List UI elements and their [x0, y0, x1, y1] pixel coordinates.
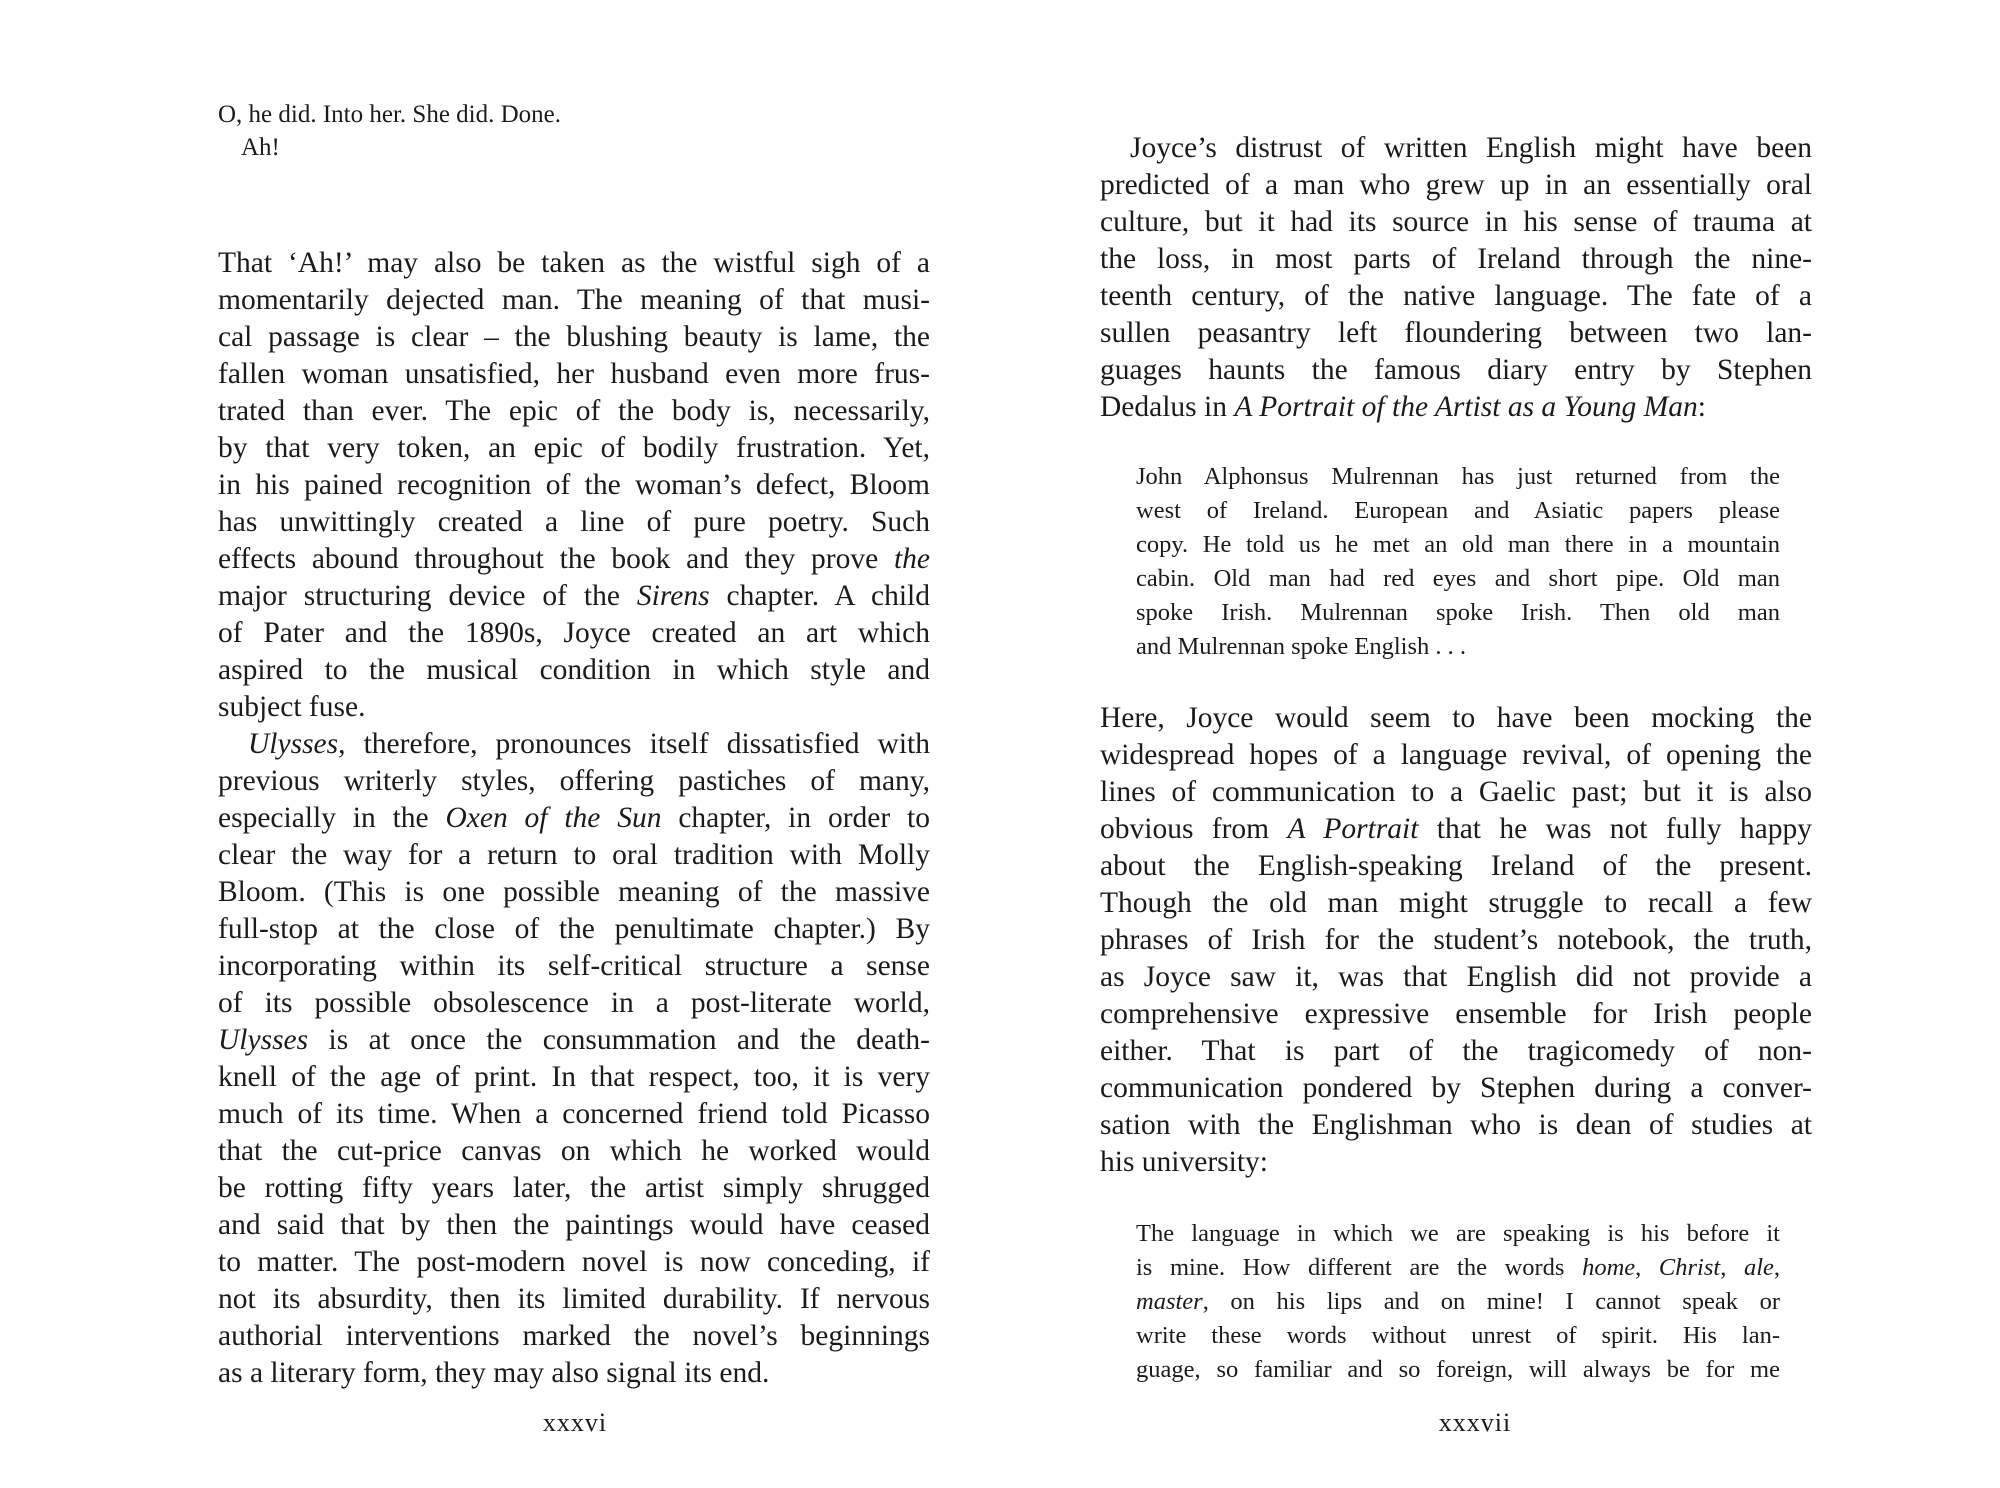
text-line: by that very token, an epic of bodily frustration. Yet, — [218, 432, 930, 464]
text-line: culture, but it had its source in his sense of trauma at — [1100, 206, 1812, 238]
text-line: teenth century, of the native language. The fate of a — [1100, 280, 1812, 312]
text-line: cabin. Old man had red eyes and short pipe. Old man — [1136, 565, 1780, 592]
text-line: be rotting fifty years later, the artist simply shrugged — [218, 1172, 930, 1204]
right-paragraph-1 — [1100, 130, 1812, 426]
text-line: guage, so familiar and so foreign, will always be for me — [1136, 1356, 1780, 1383]
text-line: master, on his lips and on mine! I cannot speak or — [1136, 1288, 1780, 1315]
text-line: widespread hopes of a language revival, of opening the — [1100, 739, 1812, 771]
text-line: major structuring device of the Sirens chapter. A child — [218, 580, 930, 612]
text-line: predicted of a man who grew up in an essentially oral — [1100, 169, 1812, 201]
text-line: as a literary form, they may also signal its end. — [218, 1357, 770, 1389]
text-line: aspired to the musical condition in which style and — [218, 654, 930, 686]
block-quote-language — [1136, 1217, 1780, 1387]
text-line: that the cut-price canvas on which he worked would — [218, 1135, 930, 1167]
text-line: obvious from A Portrait that he was not fully happy — [1100, 813, 1812, 845]
text-line: knell of the age of print. In that respect, too, it is very — [218, 1061, 930, 1093]
text-line: has unwittingly created a line of pure poetry. Such — [218, 506, 930, 538]
text-line: west of Ireland. European and Asiatic papers please — [1136, 497, 1780, 524]
right-page — [1000, 0, 2000, 1488]
text-line: Ulysses is at once the consummation and the death- — [218, 1024, 930, 1056]
text-line: incorporating within its self-critical structure a sense — [218, 950, 930, 982]
text-line: comprehensive expressive ensemble for Irish people — [1100, 998, 1812, 1030]
text-line: about the English-speaking Ireland of the present. — [1100, 850, 1812, 882]
text-line: the loss, in most parts of Ireland through the nine- — [1100, 243, 1812, 275]
text-line: especially in the Oxen of the Sun chapter, in order to — [218, 802, 930, 834]
left-paragraph-1 — [218, 245, 930, 726]
text-line: trated than ever. The epic of the body is, necessarily, — [218, 395, 930, 427]
text-line: That ‘Ah!’ may also be taken as the wistful sigh of a — [218, 247, 930, 279]
text-line: John Alphonsus Mulrennan has just returned from the — [1136, 463, 1780, 490]
text-line: clear the way for a return to oral tradition with Molly — [218, 839, 930, 871]
page-number-right: xxxvii — [1438, 1408, 1512, 1437]
text-line: of Pater and the 1890s, Joyce created an art which — [218, 617, 930, 649]
page-number-left: xxxvi — [542, 1408, 608, 1437]
text-line: and Mulrennan spoke English . . . — [1136, 633, 1467, 660]
text-line: Bloom. (This is one possible meaning of the massive — [218, 876, 930, 908]
text-line: spoke Irish. Mulrennan spoke Irish. Then old man — [1136, 599, 1780, 626]
text-line: write these words without unrest of spirit. His lan- — [1136, 1322, 1780, 1349]
text-line: copy. He told us he met an old man there in a mountain — [1136, 531, 1780, 558]
text-line: momentarily dejected man. The meaning of that musi- — [218, 284, 930, 316]
text-line: Ulysses, therefore, pronounces itself dissatisfied with — [248, 728, 930, 760]
text-line: The language in which we are speaking is his before it — [1136, 1220, 1780, 1247]
text-line: to matter. The post-modern novel is now conceding, if — [218, 1246, 930, 1278]
epigraph — [218, 98, 930, 164]
epigraph-line: Ah! — [241, 134, 280, 161]
epigraph-line: O, he did. Into her. She did. Done. — [218, 101, 562, 128]
text-line: either. That is part of the tragicomedy of non- — [1100, 1035, 1812, 1067]
text-line: is mine. How different are the words home, Christ, ale, — [1136, 1254, 1780, 1281]
left-paragraph-2 — [218, 726, 930, 1392]
text-line: authorial interventions marked the novel’s beginnings — [218, 1320, 930, 1352]
text-line: communication pondered by Stephen during a conver- — [1100, 1072, 1812, 1104]
text-line: phrases of Irish for the student’s notebook, the truth, — [1100, 924, 1812, 956]
text-line: full-stop at the close of the penultimate chapter.) By — [218, 913, 930, 945]
text-line: subject fuse. — [218, 691, 366, 723]
text-line: as Joyce saw it, was that English did not provide a — [1100, 961, 1812, 993]
text-line: previous writerly styles, offering pastiches of many, — [218, 765, 930, 797]
text-line: his university: — [1100, 1146, 1268, 1178]
text-line: fallen woman unsatisfied, her husband even more frus- — [218, 358, 930, 390]
text-line: guages haunts the famous diary entry by Stephen — [1100, 354, 1812, 386]
text-line: in his pained recognition of the woman’s defect, Bloom — [218, 469, 930, 501]
text-line: lines of communication to a Gaelic past; but it is also — [1100, 776, 1812, 808]
text-line: Joyce’s distrust of written English might have been — [1130, 132, 1812, 164]
block-quote-diary — [1136, 460, 1780, 664]
text-line: and said that by then the paintings would have ceased — [218, 1209, 930, 1241]
text-line: Dedalus in A Portrait of the Artist as a Young Man: — [1100, 391, 1706, 423]
right-paragraph-2 — [1100, 700, 1812, 1181]
text-line: sullen peasantry left floundering between two lan- — [1100, 317, 1812, 349]
text-line: Though the old man might struggle to recall a few — [1100, 887, 1812, 919]
text-line: of its possible obsolescence in a post-literate world, — [218, 987, 930, 1019]
text-line: not its absurdity, then its limited durability. If nervous — [218, 1283, 930, 1315]
text-line: much of its time. When a concerned friend told Picasso — [218, 1098, 930, 1130]
text-line: cal passage is clear – the blushing beauty is lame, the — [218, 321, 930, 353]
text-line: effects abound throughout the book and they prove the — [218, 543, 930, 575]
text-line: Here, Joyce would seem to have been mocking the — [1100, 702, 1812, 734]
text-line: sation with the Englishman who is dean of studies at — [1100, 1109, 1812, 1141]
